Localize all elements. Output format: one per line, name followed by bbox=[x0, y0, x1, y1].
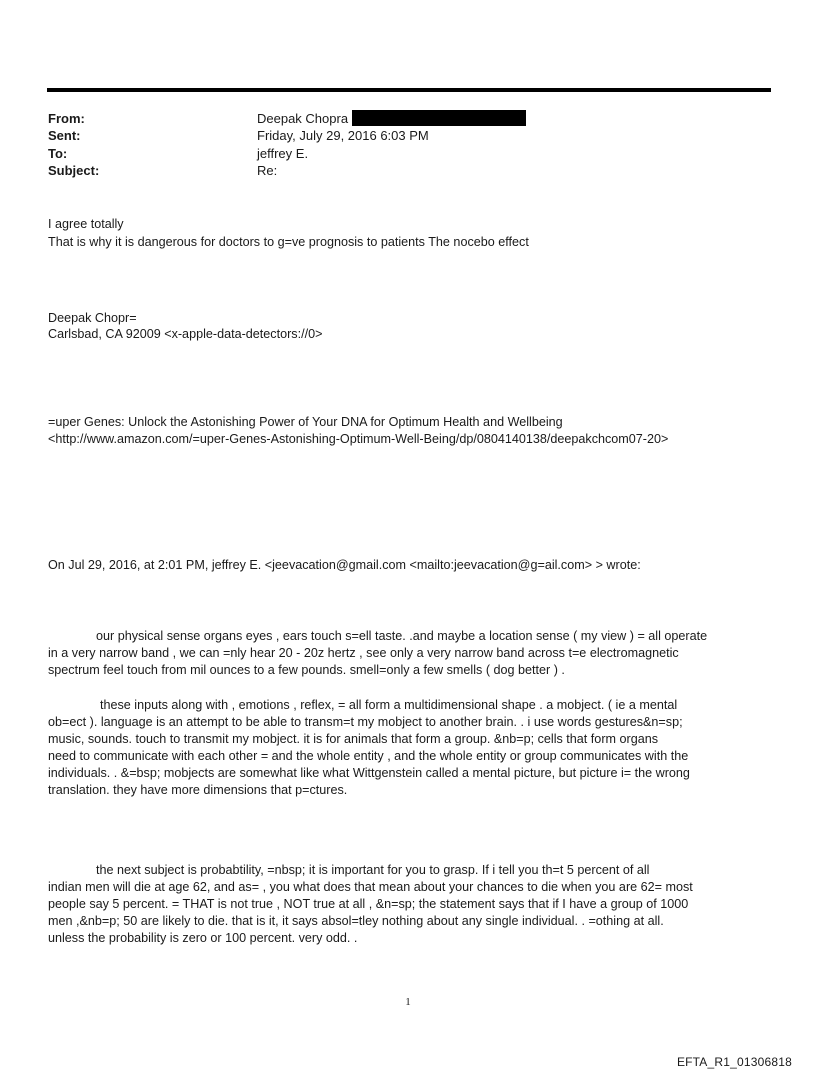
quote-header: On Jul 29, 2016, at 2:01 PM, jeffrey E. <jeevacation@gmail.com <mailto:jeevacation@g=ail.com> > wrote: bbox=[48, 558, 641, 572]
header-rule bbox=[47, 88, 771, 92]
book-link: <http://www.amazon.com/=uper-Genes-Astonishing-Optimum-Well-Being/dp/0804140138/deepakchcom07-20> bbox=[48, 432, 669, 446]
sent-label: Sent: bbox=[48, 128, 81, 143]
reply-line-2: That is why it is dangerous for doctors to g=ve prognosis to patients The nocebo effect bbox=[48, 235, 529, 249]
paragraph-line: individuals. . &=bsp; mobjects are somewhat like what Wittgenstein called a mental picture, but picture i= the wrong bbox=[48, 766, 690, 780]
quoted-paragraph-2 bbox=[48, 697, 772, 799]
paragraph-line: in a very narrow band , we can =nly hear 20 - 20z hertz , see only a very narrow band across t=e electromagnetic bbox=[48, 646, 679, 660]
paragraph-line: these inputs along with , emotions , reflex, = all form a multidimensional shape . a mobject. ( ie a mental bbox=[100, 698, 678, 712]
to-value: jeffrey E. bbox=[257, 146, 309, 161]
redaction-bar bbox=[352, 110, 526, 126]
paragraph-line: unless the probability is zero or 100 percent. very odd. . bbox=[48, 931, 358, 945]
paragraph-line: spectrum feel touch from mil ounces to a few pounds. smell=only a few smells ( dog better ) . bbox=[48, 663, 565, 677]
paragraph-line: translation. they have more dimensions that p=ctures. bbox=[48, 783, 348, 797]
paragraph-line: need to communicate with each other = and the whole entity , and the whole entity or group communicates with the bbox=[48, 749, 689, 763]
sent-value: Friday, July 29, 2016 6:03 PM bbox=[257, 128, 429, 143]
paragraph-line: people say 5 percent. = THAT is not true , NOT true at all , &n=sp; the statement says that if I have a group of 1000 bbox=[48, 897, 689, 911]
signature-name: Deepak Chopr= bbox=[48, 311, 137, 325]
signature-address: Carlsbad, CA 92009 <x-apple-data-detectors://0> bbox=[48, 327, 323, 341]
paragraph-line: music, sounds. touch to transmit my mobject. it is for animals that form a group. &nb=p; cells that form organs bbox=[48, 732, 659, 746]
subject-value: Re: bbox=[257, 163, 278, 178]
to-label: To: bbox=[48, 146, 68, 161]
from-label: From: bbox=[48, 111, 85, 126]
paragraph-line: ob=ect ). language is an attempt to be able to transm=t my mobject to another brain. . i use words gestures&n=sp; bbox=[48, 715, 683, 729]
quoted-paragraph-1 bbox=[48, 628, 772, 679]
reply-line-1: I agree totally bbox=[48, 217, 124, 231]
paragraph-line: men ,&nb=p; 50 are likely to die. that is it, it says absol=tley nothing about any single individual. . =othing at all. bbox=[48, 914, 664, 928]
document-id: EFTA_R1_01306818 bbox=[676, 1055, 792, 1069]
from-value: Deepak Chopra bbox=[257, 110, 526, 127]
quoted-paragraph-3 bbox=[48, 862, 772, 947]
paragraph-line: the next subject is probabtility, =nbsp; it is important for you to grasp. If i tell you th=t 5 percent of all bbox=[96, 863, 650, 877]
paragraph-line: our physical sense organs eyes , ears touch s=ell taste. .and maybe a location sense ( my view ) = all operate bbox=[96, 629, 708, 643]
page-number: 1 bbox=[405, 996, 411, 1008]
paragraph-line: indian men will die at age 62, and as= , you what does that mean about your chances to die when you are 62= most bbox=[48, 880, 693, 894]
subject-label: Subject: bbox=[48, 163, 100, 178]
book-title: =uper Genes: Unlock the Astonishing Power of Your DNA for Optimum Health and Wellbeing bbox=[48, 415, 563, 429]
